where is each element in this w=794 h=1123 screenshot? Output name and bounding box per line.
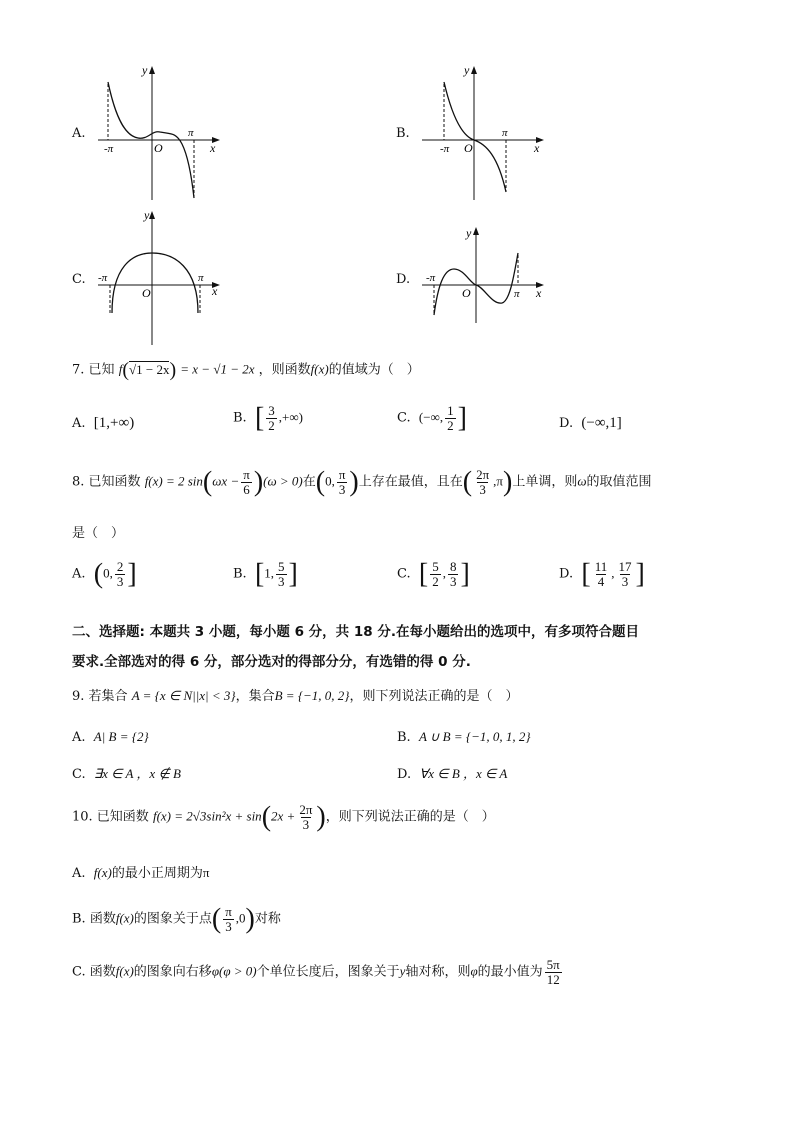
graph-c-label: C. <box>72 272 86 287</box>
q9-option-b[interactable]: B. A ∪ B = {−1, 0, 1, 2} <box>397 729 531 745</box>
graph-a-x: x <box>210 141 216 155</box>
graph-a-label: A. <box>72 126 86 141</box>
q7-tail2: 的值域为（ ） <box>328 362 420 378</box>
q7-option-a[interactable]: A. [1,+∞) <box>72 415 135 431</box>
graph-d-y: y <box>466 226 472 240</box>
graph-c-pi: π <box>198 272 204 284</box>
graph-a-origin: O <box>154 141 163 155</box>
graph-b-x: x <box>534 141 540 155</box>
q7-tail: ，则函数 <box>258 362 311 378</box>
question-8-stem: 8. 已知函数 f(x) = 2 sin(ωx − $\frac{\pi}{6}$ )(ω > 0)在(0, $\frac{\pi}{3}$ )上存在最值，且在( $\frac{2\pi}{3}$ ,π)上单调，则ω的取值范围 <box>72 466 652 498</box>
graph-a-pi: π <box>188 127 194 139</box>
graph-d-pi: π <box>514 288 520 300</box>
q8-option-c[interactable]: C. [ $\frac{5}{2}$ , $\frac{8}{3}$ ] <box>397 558 470 590</box>
graph-d-x: x <box>536 286 542 300</box>
q9-option-a[interactable]: A. A| B = {2} <box>72 729 149 745</box>
graph-b-negpi: -π <box>440 143 450 155</box>
graph-c-y: y <box>144 208 150 222</box>
q7-option-b[interactable]: B. [ $\frac{3}{2}$ ,+∞) <box>233 402 303 434</box>
graph-d <box>414 225 554 325</box>
q8-option-d[interactable]: D. [ $\frac{11}{4}$ , $\frac{17}{3}$ ] <box>559 558 645 590</box>
graph-a-y: y <box>142 63 148 77</box>
q7-arg: √1 − 2x <box>128 361 170 377</box>
graph-d-label: D. <box>396 272 411 287</box>
q8-option-b[interactable]: B. [1, $\frac{5}{3}$ ] <box>233 558 298 590</box>
graph-c-negpi: -π <box>98 272 108 284</box>
q9-option-c[interactable]: C. ∃x ∈ A ，x ∉ B <box>72 766 181 782</box>
q10-option-a[interactable]: A. f(x)的最小正周期为π <box>72 865 210 881</box>
q7-f2: f(x) <box>310 361 329 377</box>
graph-c-origin: O <box>142 286 151 300</box>
graph-c-x: x <box>212 284 218 298</box>
q7-number: 7. 已知 <box>72 362 115 378</box>
section-2-heading-line2: 要求.全部选对的得 6 分，部分选对的得部分分，有选错的得 0 分. <box>72 654 471 670</box>
graph-b-label: B. <box>396 126 410 141</box>
graph-a <box>90 60 230 205</box>
q10-option-c[interactable]: C. 函数f(x)的图象向右移φ(φ > 0)个单位长度后，图象关于y轴对称，则φ的最小值为 $\frac{5\pi}{12}$ <box>72 957 560 987</box>
question-10-stem: 10. 已知函数 f(x) = 2√3sin²x + sin(2x + $\frac{2\pi}{3}$ )，则下列说法正确的是（ ） <box>72 801 495 833</box>
graph-b <box>414 60 554 205</box>
graph-b-y: y <box>464 63 470 77</box>
q7-option-c[interactable]: C. (−∞, $\frac{1}{2}$ ] <box>397 402 467 434</box>
graph-c <box>90 205 230 350</box>
question-7-stem: 7. 已知 f(√1 − 2x) = x − √1 − 2x ，则函数f(x)的值域为（ ） <box>72 359 420 381</box>
q7-rhs: = x − √1 − 2x <box>180 361 255 377</box>
q7-f: f <box>118 361 123 377</box>
graph-b-origin: O <box>464 141 473 155</box>
q7-option-d[interactable]: D. (−∞,1] <box>559 415 622 431</box>
q8-line2: 是（ ） <box>72 526 125 541</box>
graph-c-curve <box>112 253 198 313</box>
q8-option-a[interactable]: A. (0, $\frac{2}{3}$ ] <box>72 558 137 590</box>
section-2-heading-line1: 二、选择题: 本题共 3 小题，每小题 6 分，共 18 分.在每小题给出的选项中，有多项符合题目 <box>72 624 639 640</box>
graph-b-pi: π <box>502 127 508 139</box>
q9-option-d[interactable]: D. ∀x ∈ B ，x ∈ A <box>397 766 508 782</box>
question-9-stem: 9. 若集合 A = {x ∈ N||x| < 3}，集合B = {−1, 0, 2}，则下列说法正确的是（ ） <box>72 688 519 704</box>
q10-option-b[interactable]: B. 函数f(x)的图象关于点( $\frac{\pi}{3}$ ,0)对称 <box>72 903 281 935</box>
graph-d-origin: O <box>462 286 471 300</box>
q8-number: 8. 已知函数 <box>72 474 141 490</box>
graph-d-negpi: -π <box>426 272 436 284</box>
graph-a-negpi: -π <box>104 143 114 155</box>
graph-b-curve <box>444 82 506 192</box>
